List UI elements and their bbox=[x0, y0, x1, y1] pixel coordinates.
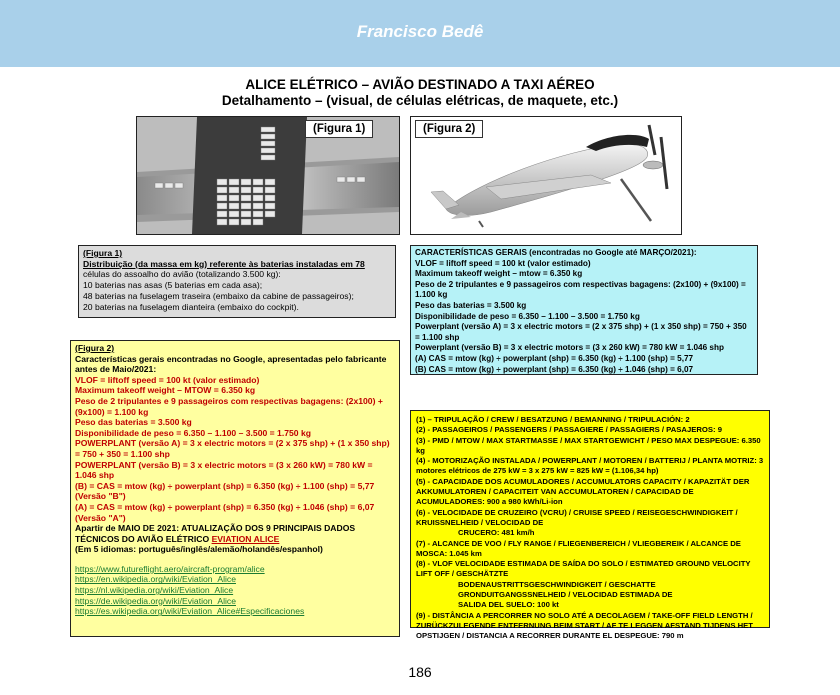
fig1-line: 20 baterias na fuselagem dianteira (embaixo do cockpit). bbox=[83, 301, 299, 312]
cyan-line: Powerplant (versão A) = 3 x electric motors = (2 x 375 shp) + (1 x 350 shp) = 750 + 350 = 1.100 shp bbox=[415, 322, 747, 342]
figure-2-image bbox=[410, 116, 682, 235]
page-header bbox=[0, 0, 840, 67]
fig2-spec-line: (B) = CAS = mtow (kg) ÷ powerplant (shp) = 6.350 (kg) ÷ 1.100 (shp) = 5,77 (Versão "B") bbox=[75, 480, 375, 502]
tech-line: (9) - DISTÂNCIA A PERCORRER NO SOLO ATÉ A DECOLAGEM / TAKE-OFF FIELD LENGTH / ZURÜCKZULEGENDE ENTFERNUNG BEIM START / AF TE LEGGEN AFSTAND TIJDENS HET OPSTIJGEN / DISTANCIA A RECORRER DURANTE EL DESPEGUE: 790 m bbox=[416, 610, 753, 641]
fig2-spec-line: POWERPLANT (versão B) = 3 x electric motors = (3 x 260 kW) = 780 kW = 1.046 shp bbox=[75, 459, 373, 481]
figure-2-caption-box bbox=[70, 340, 400, 637]
fig2-spec-line: (A) = CAS = mtow (kg) ÷ powerplant (shp) = 6.350 (kg) ÷ 1.046 (shp) = 6,07 (Versão "A") bbox=[75, 501, 375, 523]
fig2-spec-line: VLOF = liftoff speed = 100 kt (valor estimado) bbox=[75, 374, 260, 385]
figure-2-label: (Figura 2) bbox=[415, 120, 483, 138]
fig2-heading: (Figura 2) bbox=[75, 343, 115, 353]
tech-line: (3) - PMD / MTOW / MAX STARTMASSE / MAX STARTGEWICHT / PESO MAX DESPEGUE: 6.350 kg bbox=[416, 435, 761, 455]
cyan-line: Disponibilidade de peso = 6.350 – 1.100 – 3.500 = 1.750 kg bbox=[415, 311, 640, 321]
tech-line: (6) - VELOCIDADE DE CRUZEIRO (VCRU) / CRUISE SPEED / REISEGESCHWINDIGKEIT / KRUISSNELHEID / VELOCIDAD DE bbox=[416, 507, 738, 527]
eviation-alice-link[interactable]: EVIATION ALICE bbox=[211, 533, 280, 544]
fig2-spec-line: Disponibilidade de peso = 6.350 – 1.100 – 3.500 = 1.750 kg bbox=[75, 427, 311, 438]
fig2-spec-line: POWERPLANT (versão A) = 3 x electric motors = (2 x 375 shp) + (1 x 350 shp) = 750 + 350 = 1.100 shp bbox=[75, 438, 390, 459]
reference-link[interactable]: https://www.futureflight.aero/aircraft-program/alice bbox=[75, 563, 265, 574]
fig2-spec-line: Maximum takeoff weight – MTOW = 6.350 kg bbox=[75, 385, 256, 396]
fig1-line: 10 baterias nas asas (5 baterias em cada asa); bbox=[83, 280, 263, 291]
figure-1-caption-box bbox=[78, 245, 396, 318]
tech-line: CRUCERO: 481 km/h bbox=[458, 528, 535, 538]
page-subtitle: Detalhamento – (visual, de células elétricas, de maquete, etc.) bbox=[221, 93, 619, 108]
fig1-line: Distribuição (da massa em kg) referente às baterias instaladas em 78 bbox=[83, 258, 365, 269]
tech-line: BODENAUSTRITTSGESCHWINDIGKEIT / GESCHATTE GRONDUITGANGSSNELHEID / VELOCIDAD ESTIMADA DE bbox=[458, 579, 673, 600]
cyan-line: Powerplant (versão B) = 3 x electric motors = (3 x 260 kW) = 780 kW = 1.046 shp bbox=[415, 343, 724, 353]
fig2-spec-line: Peso de 2 tripulantes e 9 passageiros com respectivas bagagens: (2x100) + (9x100) = 1.100 kg bbox=[75, 395, 383, 417]
fig2-languages: (Em 5 idiomas: português/inglês/alemão/holandês/espanhol) bbox=[75, 544, 323, 555]
reference-link[interactable]: https://es.wikipedia.org/wiki/Eviation_Alice#Especificaciones bbox=[75, 606, 305, 617]
fig2-intro: Características gerais encontradas no Google, apresentadas pelo fabricante antes de Maio/2021: bbox=[75, 353, 387, 375]
tech-line: (5) - CAPACIDADE DOS ACUMULADORES / ACCUMULATORS CAPACITY / KAPAZITÄT DER AKKUMULATOREN / CAPACITEIT VAN ACCUMULATOREN / CAPACIDAD DE ACUMULADORES: 900 a 980 kWh/Li-ion bbox=[416, 476, 750, 507]
fig1-line: 48 baterias na fuselagem traseira (embaixo da cabine de passageiros); bbox=[83, 290, 354, 301]
general-characteristics-box bbox=[410, 245, 758, 375]
fig1-heading: (Figura 1) bbox=[83, 248, 123, 258]
reference-link[interactable]: https://en.wikipedia.org/wiki/Eviation_Alice bbox=[75, 574, 236, 585]
cyan-line: (B) CAS = mtow (kg) ÷ powerplant (shp) = 6.350 (kg) ÷ 1.046 (shp) = 6,07 bbox=[415, 364, 694, 374]
cyan-line: Peso das baterias = 3.500 kg bbox=[415, 300, 527, 310]
tech-line: SALIDA DEL SUELO: 100 kt bbox=[458, 600, 559, 610]
reference-link[interactable]: https://de.wikipedia.org/wiki/Eviation_Alice bbox=[75, 595, 236, 606]
author-name: Francisco Bedê bbox=[356, 22, 484, 41]
cyan-line: VLOF = liftoff speed = 100 kt (valor estimado) bbox=[415, 258, 591, 268]
tech-line: (4) - MOTORIZAÇÃO INSTALADA / POWERPLANT / MOTOREN / BATTERIJ / PLANTA MOTRIZ: 3 motores elétricos de 275 kW = 3 x 275 kW = 825 kW = (1.106,34 hp) bbox=[416, 456, 764, 476]
tech-line: (1) – TRIPULAÇÃO / CREW / BESATZUNG / BEMANNING / TRIPULACIÓN: 2 bbox=[416, 415, 690, 424]
figure-1-image bbox=[136, 116, 400, 235]
cyan-line: (A) CAS = mtow (kg) ÷ powerplant (shp) = 6.350 (kg) ÷ 1.100 (shp) = 5,77 bbox=[415, 353, 694, 363]
tech-line: (8) - VLOF VELOCIDADE ESTIMADA DE SAÍDA DO SOLO / ESTIMATED GROUND VELOCITY LIFT OFF / GESCHÄTZTE bbox=[416, 559, 751, 579]
reference-link[interactable]: https://nl.wikipedia.org/wiki/Eviation_Alice bbox=[75, 585, 234, 596]
technical-data-box bbox=[410, 410, 770, 641]
tech-line: (7) - ALCANCE DE VOO / FLY RANGE / FLIEGENBEREICH / VLIEGBEREIK / ALCANCE DE MOSCA: 1.045 km bbox=[416, 538, 741, 558]
cyan-line: Peso de 2 tripulantes e 9 passageiros com respectivas bagagens: (2x100) + (9x100) = 1.100 kg bbox=[415, 279, 746, 300]
cyan-line: Maximum takeoff weight – mtow = 6.350 kg bbox=[415, 269, 583, 279]
fig2-update-text: Apartir de MAIO DE 2021: ATUALIZAÇÃO DOS 9 PRINCIPAIS DADOS TÉCNICOS DO AVIÃO ELÉTRICO bbox=[75, 523, 356, 544]
fig2-spec-line: Peso das baterias = 3.500 kg bbox=[75, 417, 192, 428]
page-number: 186 bbox=[408, 664, 432, 680]
cyan-line: CARACTERÍSTICAS GERAIS (encontradas no Google até MARÇO/2021): bbox=[415, 248, 697, 257]
tech-line: (2) - PASSAGEIROS / PASSENGERS / PASSAGIERE / PASSAGIERS / PASAJEROS: 9 bbox=[416, 425, 722, 435]
fig1-line: células do assoalho do avião (totalizando 3.500 kg): bbox=[83, 269, 281, 280]
figure-1-label: (Figura 1) bbox=[305, 120, 373, 138]
page-title: ALICE ELÉTRICO – AVIÃO DESTINADO A TAXI AÉREO bbox=[245, 77, 595, 92]
